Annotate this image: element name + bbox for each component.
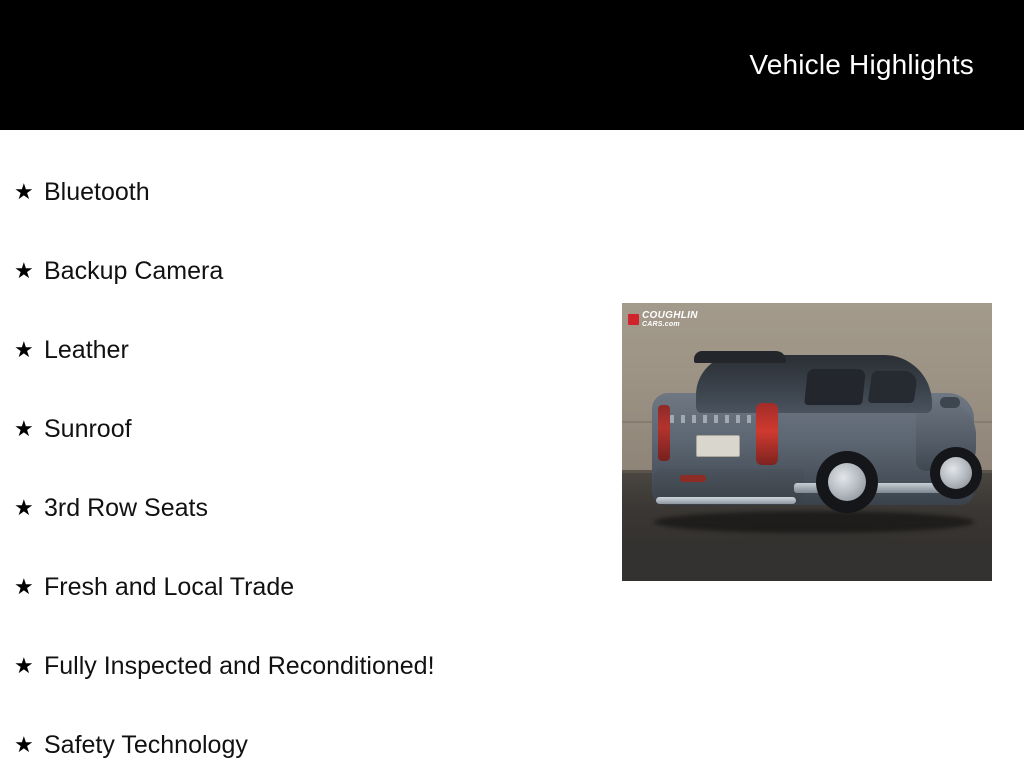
vehicle-side-mirror <box>940 397 960 408</box>
highlight-label: Bluetooth <box>44 177 150 206</box>
vehicle-illustration <box>644 343 984 548</box>
vehicle-rear-window <box>700 365 796 409</box>
vehicle-rear-wheel <box>816 451 878 513</box>
vehicle-rear-rim <box>828 463 866 501</box>
vehicle-spoiler <box>694 351 786 363</box>
highlight-label: Leather <box>44 335 129 364</box>
list-item <box>0 705 620 768</box>
vehicle-rear-side-window <box>804 369 866 405</box>
list-item <box>0 468 620 547</box>
star-icon: ★ <box>14 731 34 757</box>
vehicle-license-plate <box>696 435 740 457</box>
star-icon: ★ <box>14 336 34 362</box>
vehicle-chrome-trim <box>656 497 796 504</box>
vehicle-rear-badge <box>670 415 752 423</box>
vehicle-photo <box>622 303 992 581</box>
highlight-label: Sunroof <box>44 414 132 443</box>
vehicle-front-rim <box>940 457 972 489</box>
list-item <box>0 626 620 705</box>
star-icon: ★ <box>14 257 34 283</box>
page-header <box>0 0 1024 130</box>
vehicle-taillight-right <box>756 403 778 465</box>
highlight-label: Fresh and Local Trade <box>44 572 295 601</box>
dealer-watermark <box>628 311 698 328</box>
dealer-watermark-text <box>642 311 698 328</box>
vehicle-shadow <box>654 511 974 533</box>
dealer-logo-icon <box>628 314 639 325</box>
vehicle-front-wheel <box>930 447 982 499</box>
star-icon: ★ <box>14 415 34 441</box>
highlight-label: 3rd Row Seats <box>44 493 208 522</box>
list-item <box>0 547 620 626</box>
vehicle-front-side-window <box>868 371 918 403</box>
list-item <box>0 152 620 231</box>
star-icon: ★ <box>14 178 34 204</box>
page-title: Vehicle Highlights <box>749 49 974 80</box>
list-item <box>0 310 620 389</box>
highlight-label: Backup Camera <box>44 256 224 285</box>
highlight-label: Safety Technology <box>44 730 248 759</box>
highlight-label: Fully Inspected and Reconditioned! <box>44 651 435 680</box>
highlights-list <box>0 130 620 768</box>
vehicle-bumper-reflector <box>680 475 706 482</box>
dealer-site: CARS.com <box>642 321 680 328</box>
list-item <box>0 231 620 310</box>
vehicle-taillight-left <box>658 405 670 461</box>
star-icon: ★ <box>14 494 34 520</box>
star-icon: ★ <box>14 573 34 599</box>
dealer-name: COUGHLIN <box>642 310 698 321</box>
list-item <box>0 389 620 468</box>
star-icon: ★ <box>14 652 34 678</box>
